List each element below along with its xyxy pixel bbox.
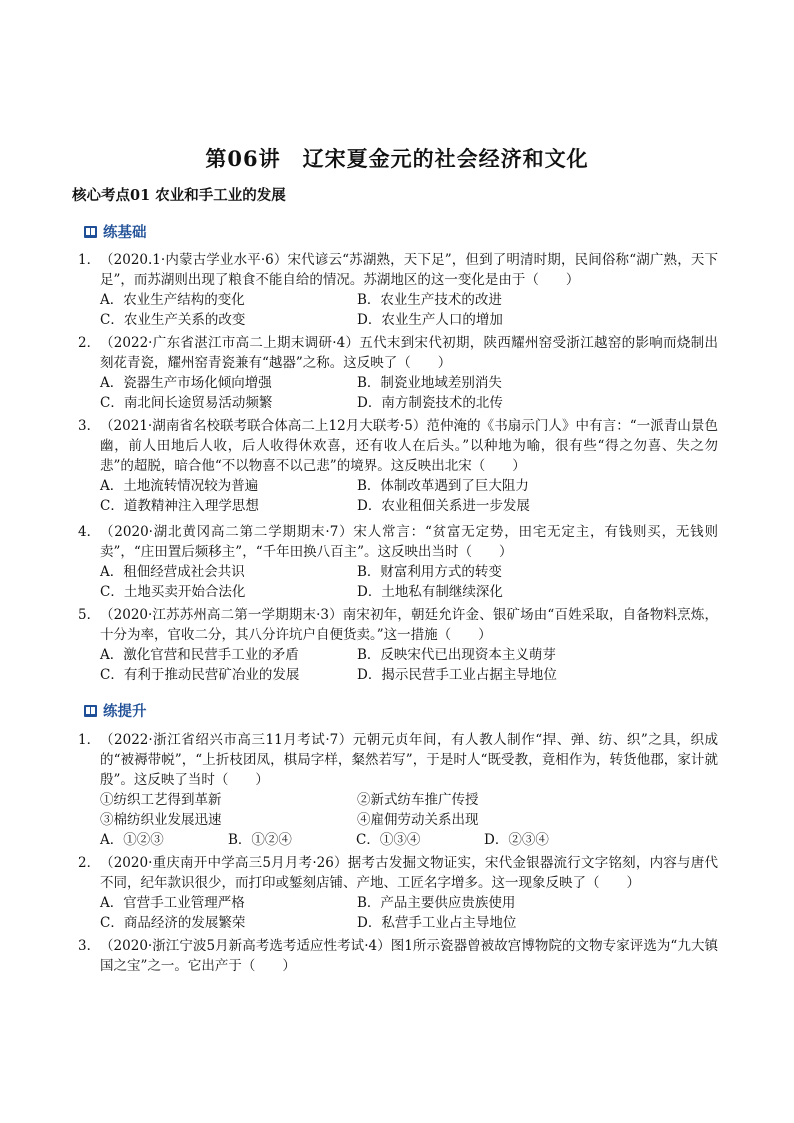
option-b: B．①②④ <box>228 832 292 848</box>
advance-question-3 <box>78 936 718 976</box>
question-stem: （2021·湖南省名校联考联合体高二上12月大联考·5）范仲淹的《书扇示门人》中有言：“一派青山景色幽，前人田地后人收，后人收得休欢喜，还有收人在后头。”以种地为喻，很有些“得之勿喜、失之勿悲”的超脱，暗合他“不以物喜不以己悲”的境界。这反映出北宋（ ） <box>100 418 718 474</box>
question-number: 5． <box>78 607 101 623</box>
option-b: B．制瓷业地域差别消失 <box>357 375 502 391</box>
option-c: C．农业生产关系的改变 <box>100 312 246 328</box>
option-a: A．瓷器生产市场化倾向增强 <box>100 375 272 391</box>
statement-1: ①纺织工艺得到革新 <box>100 792 222 808</box>
section-basic-heading <box>84 221 147 242</box>
basic-question-3 <box>78 416 718 516</box>
option-a: A．土地流转情况较为普遍 <box>100 478 259 494</box>
option-b: B．体制改革遇到了巨大阻力 <box>357 478 529 494</box>
option-d: D．南方制瓷技术的北传 <box>357 395 503 411</box>
option-a: A．官营手工业管理严格 <box>100 895 245 911</box>
option-d: D．农业生产人口的增加 <box>357 312 503 328</box>
question-number: 2． <box>78 335 101 351</box>
option-d: D．农业租佃关系进一步发展 <box>357 498 530 514</box>
question-number: 1． <box>78 732 101 748</box>
option-a: A．激化官营和民营手工业的矛盾 <box>100 647 299 663</box>
option-a: A．租佃经营成社会共识 <box>100 564 245 580</box>
option-a: A．①②③ <box>100 832 164 848</box>
core-point-heading: 核心考点01 农业和手工业的发展 <box>72 187 286 204</box>
option-a: A．农业生产结构的变化 <box>100 292 245 308</box>
basic-question-4 <box>78 522 718 602</box>
book-icon <box>84 226 97 238</box>
basic-question-2 <box>78 333 718 413</box>
lecture-title: 第06讲 辽宋夏金元的社会经济和文化 <box>205 146 589 171</box>
option-c: C．南北间长途贸易活动频繁 <box>100 395 273 411</box>
option-d: D．②③④ <box>484 832 549 848</box>
option-d: D．揭示民营手工业占据主导地位 <box>357 667 557 683</box>
option-d: D．土地私有制继续深化 <box>357 584 503 600</box>
option-b: B．农业生产技术的改进 <box>357 292 502 308</box>
option-b: B．产品主要供应贵族使用 <box>357 895 516 911</box>
option-c: C．土地买卖开始合法化 <box>100 584 246 600</box>
question-number: 4． <box>78 524 101 540</box>
advance-question-2 <box>78 853 718 933</box>
advance-question-1 <box>78 730 718 850</box>
option-b: B．财富利用方式的转变 <box>357 564 502 580</box>
question-number: 2． <box>78 855 101 871</box>
question-stem: （2020.1·内蒙古学业水平·6）宋代谚云“苏湖熟，天下足”，但到了明清时期，民间俗称“湖广熟，天下足”，而苏湖则出现了粮食不能自给的情况。苏湖地区的这一变化是由于（ ） <box>100 252 718 288</box>
statement-4: ④雇佣劳动关系出现 <box>357 812 479 828</box>
option-d: D．私营手工业占主导地位 <box>357 915 517 931</box>
basic-question-1 <box>78 250 718 330</box>
statement-3: ③棉纺织业发展迅速 <box>100 812 222 828</box>
option-c: C．商品经济的发展繁荣 <box>100 915 246 931</box>
question-stem: （2020·重庆南开中学高三5月月考·26）据考古发掘文物证实，宋代金银器流行文字铭刻，内容与唐代不同，纪年款识很少，而打印或錾刻店铺、产地、工匠名字增多。这一现象反映了（ ） <box>100 855 718 891</box>
option-c: C．有利于推动民营矿冶业的发展 <box>100 667 300 683</box>
question-stem: （2022·广东省湛江市高二上期末调研·4）五代末到宋代初期，陕西耀州窑受浙江越窑的影响而烧制出刻花青瓷，耀州窑青瓷兼有“越器”之称。这反映了（ ） <box>100 335 718 371</box>
question-number: 3． <box>78 938 101 954</box>
section-advance-heading <box>84 700 147 721</box>
book-icon <box>84 705 97 717</box>
question-number: 3． <box>78 418 101 434</box>
section-advance-label: 练提升 <box>103 703 147 720</box>
option-b: B．反映宋代已出现资本主义萌芽 <box>357 647 556 663</box>
question-stem: （2020·湖北黄冈高二第二学期期末·7）宋人常言：“贫富无定势，田宅无定主，有钱则买，无钱则卖”，“庄田置后频移主”，“千年田换八百主”。这反映出当时（ ） <box>100 524 718 560</box>
statement-2: ②新式纺车推广传授 <box>357 792 479 808</box>
question-stem: （2020·江苏苏州高二第一学期期末·3）南宋初年，朝廷允许金、银矿场由“百姓采取，自备物料烹炼，十分为率，官收二分，其八分许坑户自便货卖。”这一措施（ ） <box>100 607 718 643</box>
basic-question-5 <box>78 605 718 685</box>
question-number: 1． <box>78 252 101 268</box>
section-basic-label: 练基础 <box>103 224 147 241</box>
option-c: C．道教精神注入理学思想 <box>100 498 259 514</box>
question-stem: （2022·浙江省绍兴市高三11月考试·7）元朝元贞年间，有人教人制作“捍、弹、纺、织”之具，织成的“被褥带帨”，“上折枝团凤，棋局字样，粲然若写”，于是时人“既受教，竟相作为，转货他郡，家计就殷”。这反映了当时（ ） <box>100 732 718 788</box>
option-c: C．①③④ <box>356 832 421 848</box>
question-stem: （2020·浙江宁波5月新高考选考适应性考试·4）图1所示瓷器曾被故宫博物院的文物专家评选为“九大镇国之宝”之一。它出产于（ ） <box>100 938 718 974</box>
